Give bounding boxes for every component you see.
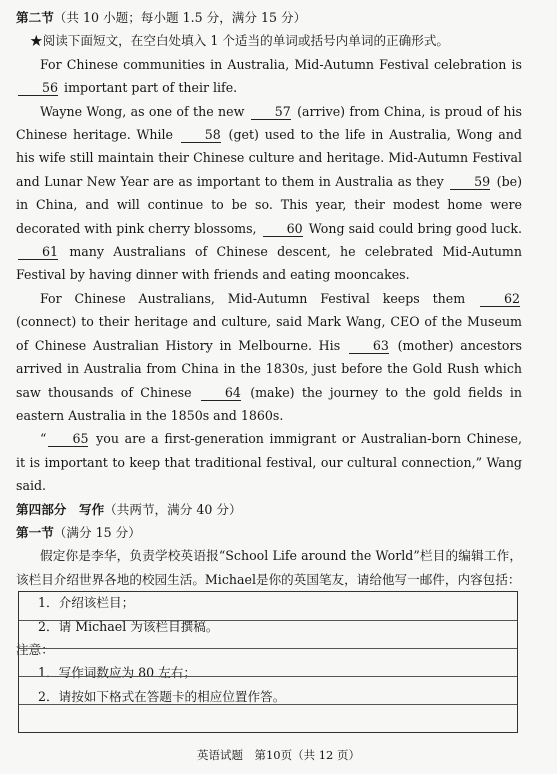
answer-blank-58[interactable]: 58 xyxy=(181,127,221,143)
section1-heading-note: （满分 15 分） xyxy=(53,524,141,540)
answer-blank-60[interactable]: 60 xyxy=(263,221,303,237)
answer-line xyxy=(19,648,517,649)
answer-blank-65[interactable]: 65 xyxy=(48,431,88,447)
answer-line xyxy=(19,676,517,677)
answer-line xyxy=(19,704,517,705)
answer-line xyxy=(19,620,517,621)
writing-prompt: 假定你是李华，负责学校英语报“School Life around the World”栏目的编辑工作，该栏目介绍世界各地的校园生活。Michael是你的英国笔友，请给他写一邮件，内容包括： xyxy=(16,548,522,587)
passage-text: (arrive) from China, is proud of his Chinese heritage. While xyxy=(16,103,522,143)
part4-heading xyxy=(16,498,522,521)
passage-text: (mother) ancestors arrived in Australia from China in the 1830s, just before the Gold Rush which saw thousands of Chinese xyxy=(16,337,522,400)
section1-heading-text: 第一节 xyxy=(16,524,54,540)
answer-writing-box[interactable] xyxy=(18,591,518,733)
part4-heading-note: （共两节，满分 40 分） xyxy=(104,501,242,517)
notes-heading: 注意： xyxy=(16,641,54,657)
passage-text: For Chinese Australians, Mid-Autumn Festival keeps them xyxy=(40,290,466,306)
section2-instruction: ★阅读下面短文，在空白处填入 1 个适当的单词或括号内单词的正确形式。 xyxy=(30,33,450,49)
section1-heading xyxy=(16,521,522,544)
passage-paragraph-3 xyxy=(16,287,522,427)
passage-text: “ xyxy=(40,431,47,447)
answer-blank-63[interactable]: 63 xyxy=(349,338,389,354)
section2-heading-text: 第二节 xyxy=(16,10,54,25)
passage-text: you are a first-generation immigrant or Australian-born Chinese, it is important to keep that traditional festival, our cultural connection,” Wang said. xyxy=(16,431,522,494)
passage-text: Wayne Wong, as one of the new xyxy=(40,103,245,119)
passage-text: many Australians of Chinese descent, he celebrated Mid-Autumn Festival by having dinner with friends and eating mooncakes. xyxy=(16,244,522,283)
answer-blank-61[interactable]: 61 xyxy=(18,244,58,260)
passage-text: (be) in China, and will continue to be so. This year, their modest home were decorated with pink cherry blossoms, xyxy=(16,173,522,236)
section2-heading xyxy=(16,6,522,29)
note-item-2: 2．请按如下格式在答题卡的相应位置作答。 xyxy=(38,688,286,704)
passage-text: (get) used to the life in Australia, Wong and his wife still maintain their Chinese culture and heritage. Mid-Autumn Festival and Lunar New Year are as important to them in Australia as they xyxy=(16,127,522,189)
answer-blank-64[interactable]: 64 xyxy=(201,385,241,401)
answer-blank-59[interactable]: 59 xyxy=(450,174,490,190)
passage-text: (connect) to their heritage and culture, said Mark Wang, CEO of the Museum of Chinese Australian History in Melbourne. His xyxy=(16,314,522,353)
answer-blank-62[interactable]: 62 xyxy=(480,291,520,307)
passage-text: important part of their life. xyxy=(64,80,238,96)
passage-paragraph-4 xyxy=(16,427,522,497)
passage-paragraph-2 xyxy=(16,100,522,287)
prompt-item-2: 2．请 Michael 为该栏目撰稿。 xyxy=(38,618,219,634)
passage-text: For Chinese communities in Australia, Mid-Autumn Festival celebration is xyxy=(40,56,522,72)
page-footer: 英语试题 第10页（共 12 页） xyxy=(196,748,361,762)
note-item-1: 1．写作词数应为 80 左右； xyxy=(38,665,196,681)
passage-text: (make) the journey to the gold fields in eastern Australia in the 1850s and 1860s. xyxy=(16,384,523,423)
section2-heading-note: （共 10 小题；每小题 1.5 分，满分 15 分） xyxy=(53,10,307,25)
answer-blank-56[interactable]: 56 xyxy=(18,80,58,96)
passage-paragraph-1 xyxy=(16,53,522,100)
passage-text: Wong said could bring good luck. xyxy=(308,220,522,236)
answer-blank-57[interactable]: 57 xyxy=(251,104,291,120)
prompt-item-1: 1．介绍该栏目； xyxy=(38,595,135,611)
part4-heading-text: 第四部分 写作 xyxy=(16,501,105,517)
